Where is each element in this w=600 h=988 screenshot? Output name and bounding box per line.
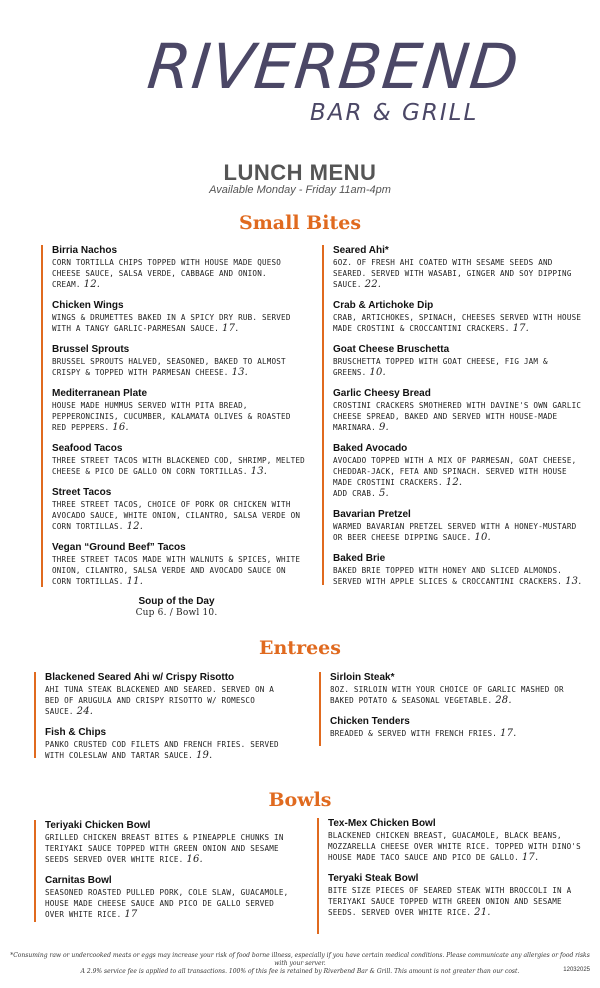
item-name: Tex-Mex Chicken Bowl <box>328 818 436 829</box>
item-name: Street Tacos <box>52 487 112 498</box>
item-name: Goat Cheese Bruschetta <box>333 344 450 355</box>
footnote-line-1: *Consuming raw or undercooked meats or eggs may increase your risk of food borne illness, especially if you have certain medical conditions. Please communicate any allergies or food risks with your server. <box>10 952 590 967</box>
item-description: GRILLED CHICKEN BREAST BITES & PINEAPPLE CHUNKS IN TERIYAKI SAUCE TOPPED WITH GREEN ONION AND SESAME SEEDS SERVED OVER WHITE RICE. 16. <box>45 833 284 865</box>
item-price: 17. <box>500 728 517 739</box>
item-description: PANKO CRUSTED COD FILETS AND FRENCH FRIES. SERVED WITH COLESLAW AND TARTAR SAUCE. 19. <box>45 740 279 761</box>
item-price: 12. <box>445 477 463 488</box>
item-description: 6OZ. OF FRESH AHI COATED WITH SESAME SEEDS AND SEARED. SERVED WITH WASABI, GINGER AND SOY DIPPING SAUCE. 22. <box>333 258 572 290</box>
soup-of-the-day <box>44 596 309 619</box>
item-name: Seared Ahi* <box>333 245 389 256</box>
list-item <box>52 245 309 290</box>
item-price: 9. <box>378 422 389 433</box>
item-description: SEASONED ROASTED PULLED PORK, COLE SLAW, GUACAMOLE, HOUSE MADE CHEESE SAUCE AND PICO DE GALLO SERVED OVER WHITE RICE. 17 <box>45 888 289 920</box>
item-name: Baked Avocado <box>333 443 408 454</box>
item-price: 28. <box>495 695 512 706</box>
item-description: WINGS & DRUMETTES BAKED IN A SPICY DRY RUB. SERVED WITH A TANGY GARLIC-PARMESAN SAUCE. 17. <box>52 313 291 334</box>
list-item <box>45 820 296 865</box>
item-description: WARMED BAVARIAN PRETZEL SERVED WITH A HONEY-MUSTARD OR BEER CHEESE DIPPING SAUCE. 10. <box>333 522 577 543</box>
list-item <box>330 716 581 739</box>
item-name: Teriyaki Chicken Bowl <box>45 820 151 831</box>
item-price: 16. <box>186 854 203 865</box>
entrees-right-column <box>319 672 581 746</box>
item-description: THREE STREET TACOS WITH BLACKENED COD, SHRIMP, MELTED CHEESE & PICO DE GALLO ON CORN TORTILLAS. 13. <box>52 456 305 477</box>
list-item <box>45 672 292 717</box>
item-description: CROSTINI CRACKERS SMOTHERED WITH DAVINE'S OWN GARLIC CHEESE SPREAD, BAKED AND SERVED WITH HOUSE-MADE MARINARA. 9. <box>333 401 582 433</box>
list-item <box>52 443 309 477</box>
item-price: 24. <box>76 706 94 717</box>
item-description: 8OZ. SIRLOIN WITH YOUR CHOICE OF GARLIC MASHED OR BAKED POTATO & SEASONAL VEGETABLE. 28. <box>330 685 564 706</box>
list-item <box>330 672 581 706</box>
item-description: HOUSE MADE HUMMUS SERVED WITH PITA BREAD, PEPPERONCINIS, CUCUMBER, KALAMATA OLIVES & ROASTED RED PEPPERS. 16. <box>52 401 291 433</box>
bowls-left-column <box>34 820 296 922</box>
item-price: 16. <box>112 422 129 433</box>
item-description: BRUSSEL SPROUTS HALVED, SEASONED, BAKED TO ALMOST CRISPY & TOPPED WITH PARMESAN CHEESE. 13. <box>52 357 286 378</box>
logo-name: RIVERBEND <box>144 30 523 103</box>
item-extra: ADD CRAB. <box>333 489 376 498</box>
item-price: 11. <box>126 576 144 587</box>
item-price: 17. <box>521 852 539 863</box>
list-item <box>333 245 584 290</box>
item-description: BRUSCHETTA TOPPED WITH GOAT CHEESE, FIG JAM & GREENS. 10. <box>333 357 548 378</box>
item-price: 17 <box>124 909 138 920</box>
item-description: AHI TUNA STEAK BLACKENED AND SEARED. SERVED ON A BED OF ARUGULA AND CRISPY RISOTTO W/ ROMESCO SAUCE. 24. <box>45 685 275 717</box>
item-name: Bavarian Pretzel <box>333 509 411 520</box>
item-price: 12. <box>83 279 101 290</box>
item-description: THREE STREET TACOS, CHOICE OF PORK OR CHICKEN WITH AVOCADO SAUCE, WHITE ONION, CILANTRO, SALSA VERDE ON CORN TORTILLAS. 12. <box>52 500 301 532</box>
entrees-heading: Entrees <box>259 637 341 659</box>
footnote <box>10 952 590 976</box>
item-description: BLACKENED CHICKEN BREAST, GUACAMOLE, BLACK BEANS, MOZZARELLA CHEESE OVER WHITE RICE. TOPPED WITH DINO'S HOUSE MADE TACO SAUCE AND PICO DE GALLO. 17. <box>328 831 581 863</box>
item-price: 13. <box>565 576 582 587</box>
list-item <box>52 487 309 532</box>
menu-code: 12032025 <box>563 967 590 973</box>
small-bites-heading: Small Bites <box>238 212 362 234</box>
bowls-heading: Bowls <box>268 789 332 811</box>
list-item <box>52 344 309 378</box>
soup-prices: Cup 6. / Bowl 10. <box>135 608 218 618</box>
item-description: BAKED BRIE TOPPED WITH HONEY AND SLICED ALMONDS. SERVED WITH APPLE SLICES & CROCCANTINI CRACKERS. 13. <box>333 566 582 587</box>
item-name: Brussel Sprouts <box>52 344 130 355</box>
item-name: Chicken Tenders <box>330 716 410 727</box>
item-price: 10. <box>369 367 386 378</box>
item-price: 21. <box>474 907 491 918</box>
item-description: CORN TORTILLA CHIPS TOPPED WITH HOUSE MADE QUESO CHEESE SAUCE, SALSA VERDE, CABBAGE AND ONION. CREAM. 12. <box>52 258 282 290</box>
list-item <box>52 300 309 334</box>
item-name: Crab & Artichoke Dip <box>333 300 434 311</box>
list-item <box>45 875 296 920</box>
logo-subtitle: BAR & GRILL <box>310 100 479 126</box>
list-item <box>45 727 292 761</box>
item-price: 13. <box>250 466 268 477</box>
item-price: 10. <box>474 532 491 543</box>
bowls-right-column <box>317 818 583 934</box>
item-price: 13. <box>231 367 249 378</box>
entrees-left-column <box>34 672 292 761</box>
menu-hours: Available Monday - Friday 11am-4pm <box>209 184 391 196</box>
item-name: Seafood Tacos <box>52 443 123 454</box>
item-name: Birria Nachos <box>52 245 118 256</box>
soup-name: Soup of the Day <box>138 596 215 607</box>
item-name: Blackened Seared Ahi w/ Crispy Risotto <box>45 672 235 683</box>
item-description: BREADED & SERVED WITH FRENCH FRIES. 17. <box>330 728 517 739</box>
list-item <box>333 344 584 378</box>
list-item <box>328 818 583 863</box>
item-name: Vegan “Ground Beef” Tacos <box>52 542 186 553</box>
item-extra-price: 5. <box>378 488 389 499</box>
list-item <box>52 388 309 433</box>
item-price: 17. <box>512 323 530 334</box>
item-description: AVOCADO TOPPED WITH A MIX OF PARMESAN, GOAT CHEESE, CHEDDAR-JACK, FETA AND SPINACH. SERVED WITH HOUSE MADE CROSTINI CRACKERS. 12. ADD CRAB. 5. <box>333 456 577 499</box>
list-item <box>52 542 309 587</box>
item-description: CRAB, ARTICHOKES, SPINACH, CHEESES SERVED WITH HOUSE MADE CROSTINI & CROCCANTINI CRACKERS. 17. <box>333 313 582 334</box>
list-item <box>333 300 584 334</box>
list-item <box>333 509 584 543</box>
item-name: Chicken Wings <box>52 300 124 311</box>
item-description: THREE STREET TACOS MADE WITH WALNUTS & SPICES, WHITE ONION, CILANTRO, SALSA VERDE AND AVOCADO SAUCE ON CORN TORTILLAS. 11. <box>52 555 301 587</box>
item-price: 22. <box>364 279 382 290</box>
list-item <box>333 443 584 499</box>
small-bites-left-column <box>41 245 309 587</box>
item-name: Carnitas Bowl <box>45 875 112 886</box>
item-description: BITE SIZE PIECES OF SEARED STEAK WITH BROCCOLI IN A TERIYAKI SAUCE TOPPED WITH GREEN ONION AND SESAME SEEDS. SERVED OVER WHITE RICE. 21. <box>328 886 572 918</box>
logo <box>0 0 600 140</box>
item-price: 12. <box>126 521 144 532</box>
item-name: Mediterranean Plate <box>52 388 148 399</box>
small-bites-right-column <box>322 245 584 585</box>
item-price: 17. <box>222 323 239 334</box>
list-item <box>333 553 584 587</box>
list-item <box>328 873 583 918</box>
page-title: LUNCH MENU <box>223 160 377 185</box>
item-name: Baked Brie <box>333 553 386 564</box>
item-name: Garlic Cheesy Bread <box>333 388 431 399</box>
item-name: Fish & Chips <box>45 727 107 738</box>
item-price: 19. <box>195 750 213 761</box>
item-name: Teryaki Steak Bowl <box>328 873 419 884</box>
item-name: Sirloin Steak* <box>330 672 395 683</box>
footnote-line-2: A 2.9% service fee is applied to all transactions. 100% of this fee is retained by Riverbend Bar & Grill. This amount is not greater than our cost. <box>80 968 520 975</box>
list-item <box>333 388 584 433</box>
